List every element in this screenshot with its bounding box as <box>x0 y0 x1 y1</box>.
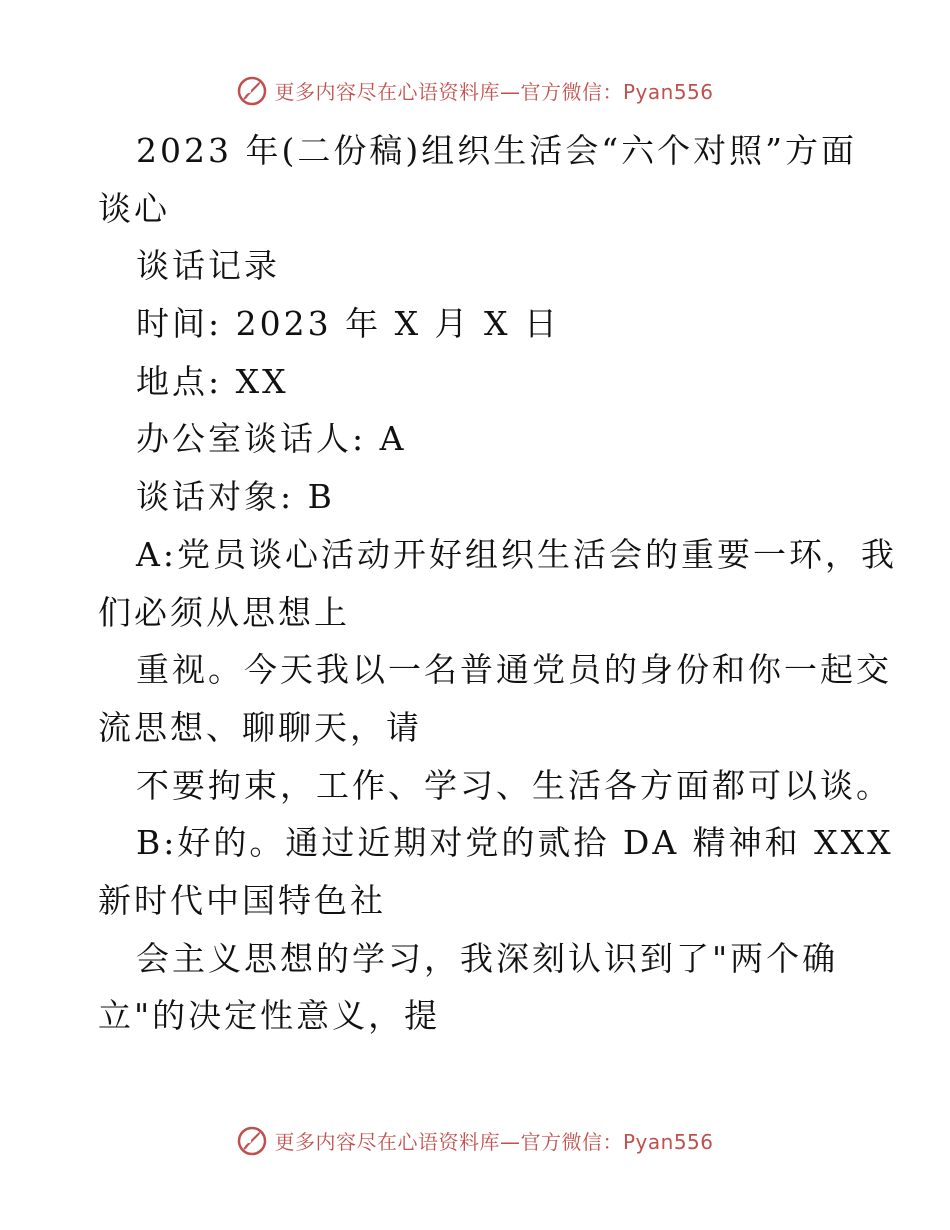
document-body <box>98 122 897 1045</box>
banner-text: 更多内容尽在心语资料库—官方微信： <box>274 1129 623 1154</box>
document-line: A:党员谈心活动开好组织生活会的重要一环，我 <box>136 534 897 574</box>
document-line: 办公室谈话人: A <box>136 419 407 459</box>
footer-watermark-banner <box>0 1120 950 1160</box>
document-line: 谈话对象: B <box>136 477 335 517</box>
document-line: 谈心 <box>98 188 170 228</box>
banner-wechat-id: Pyan556 <box>622 79 714 104</box>
document-line: 新时代中国特色社 <box>98 880 386 920</box>
document-line: 不要拘束，工作、学习、生活各方面都可以谈。 <box>136 765 892 805</box>
document-line: B:好的。通过近期对党的贰拾 DA 精神和 XXX <box>136 823 894 863</box>
document-line: 2023 年(二份稿)组织生活会“六个对照”方面 <box>136 131 857 170</box>
document-line: 谈话记录 <box>136 246 280 286</box>
document-line: 立"的决定性意义，提 <box>98 996 441 1036</box>
header-watermark-banner <box>0 70 950 110</box>
document-line: 重视。今天我以一名普通党员的身份和你一起交 <box>136 650 892 690</box>
document-line: 时间: 2023 年 X 月 X 日 <box>136 304 561 344</box>
document-line: 会主义思想的学习，我深刻认识到了"两个确 <box>136 938 839 978</box>
banner-text: 更多内容尽在心语资料库—官方微信： <box>274 79 623 104</box>
banner-wechat-id: Pyan556 <box>622 1129 714 1154</box>
quill-logo-icon <box>236 74 268 106</box>
document-line: 流思想、聊聊天，请 <box>98 707 422 747</box>
document-line: 地点: XX <box>136 361 289 401</box>
quill-logo-icon <box>236 1124 268 1156</box>
document-line: 们必须从思想上 <box>98 592 350 632</box>
